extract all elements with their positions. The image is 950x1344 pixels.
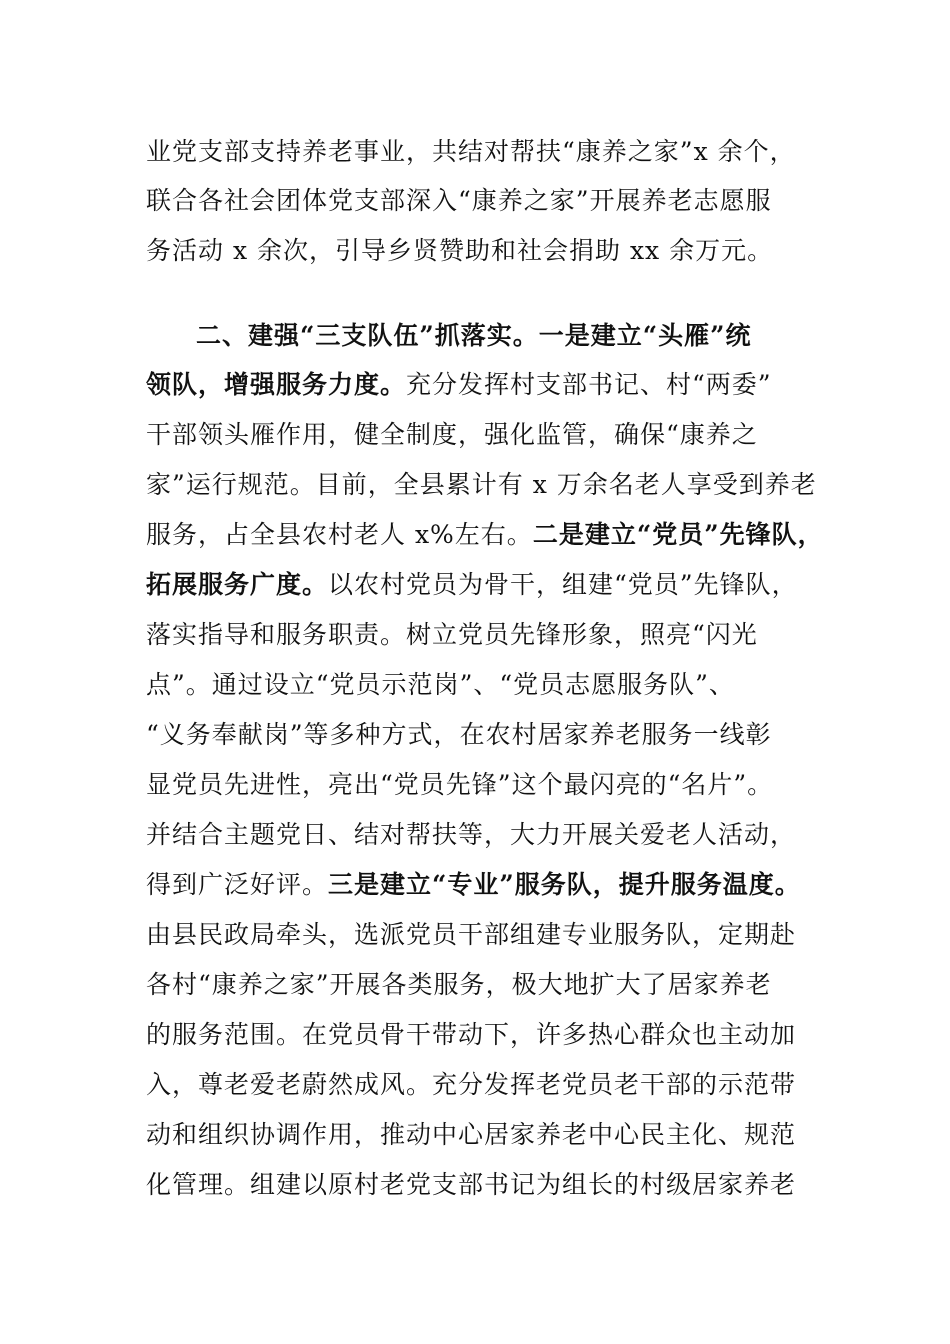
subheading-3-text: 三是建立“专业”服务队，提升服务温度。	[328, 870, 801, 899]
body-text: 得到广泛好评。	[146, 870, 329, 899]
paragraph-2-line-18: 化管理。组建以原村老党支部书记为组长的村级居家养老	[146, 1170, 797, 1199]
paragraph-2-line-14: 各村“康养之家”开展各类服务，极大地扩大了居家养老	[146, 970, 772, 999]
paragraph-2-line-11: 并结合主题党日、结对帮扶等，大力开展关爱老人活动，	[146, 820, 797, 849]
subheading-2-text-cont: 拓展服务广度。	[146, 570, 329, 599]
paragraph-2-line-15: 的服务范围。在党员骨干带动下，许多热心群众也主动加	[146, 1020, 797, 1049]
paragraph-2-line-9: “义务奉献岗”等多种方式，在农村居家养老服务一线彰	[146, 720, 772, 749]
paragraph-2-line-5	[146, 520, 824, 550]
paragraph-1-line-3: 务活动 x 余次，引导乡贤赞助和社会捐助 xx 余万元。	[146, 236, 774, 265]
paragraph-2-line-12	[146, 870, 801, 900]
body-text: 以农村党员为骨干，组建“党员”先锋队，	[328, 570, 798, 599]
paragraph-2-line-8: 点”。通过设立“党员示范岗”、“党员志愿服务队”、	[146, 670, 735, 699]
paragraph-2-line-16: 入，尊老爱老蔚然成风。充分发挥老党员老干部的示范带	[146, 1070, 797, 1099]
paragraph-2-line-6	[146, 570, 798, 600]
subheading-1-text: 领队，增强服务力度。	[146, 370, 407, 399]
paragraph-2-line-10: 显党员先进性，亮出“党员先锋”这个最闪亮的“名片”。	[146, 770, 774, 799]
paragraph-2-line-17: 动和组织协调作用，推动中心居家养老中心民主化、规范	[146, 1120, 797, 1149]
paragraph-1-line-1: 业党支部支持养老事业，共结对帮扶“康养之家”x 余个，	[146, 137, 796, 166]
section-heading-line: 二、建强“三支队伍”抓落实。一是建立“头雁”统	[196, 321, 752, 350]
paragraph-2-line-4: 家”运行规范。目前，全县累计有 x 万余名老人享受到养老	[146, 470, 817, 499]
paragraph-2-line-13: 由县民政局牵头，选派党员干部组建专业服务队，定期赴	[146, 920, 797, 949]
body-text: 充分发挥村支部书记、村“两委”	[406, 370, 772, 399]
paragraph-1-line-2: 联合各社会团体党支部深入“康养之家”开展养老志愿服	[146, 186, 772, 215]
subheading-2-text: 二是建立“党员”先锋队，	[532, 520, 824, 549]
body-text: 服务，占全县农村老人 x%左右。	[146, 520, 533, 549]
paragraph-2-line-2	[146, 370, 772, 400]
paragraph-2-line-7: 落实指导和服务职责。树立党员先锋形象，照亮“闪光	[146, 620, 758, 649]
paragraph-2-line-3: 干部领头雁作用，健全制度，强化监管，确保“康养之	[146, 420, 758, 449]
